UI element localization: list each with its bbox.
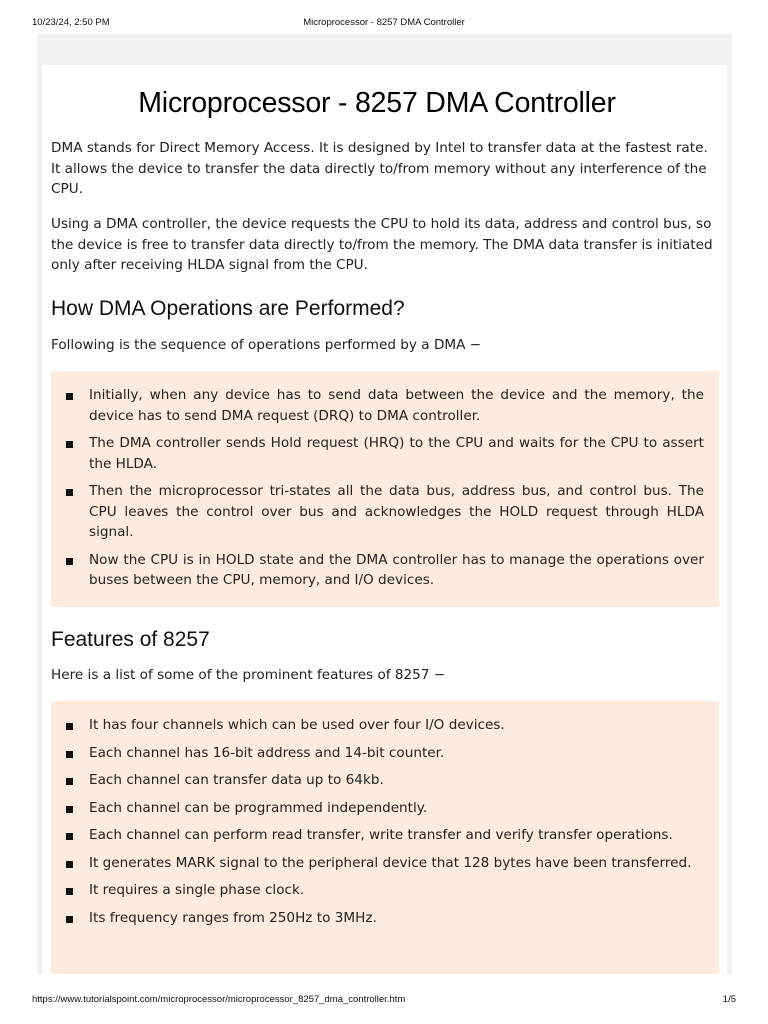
print-url: https://www.tutorialspoint.com/microprocessor/microprocessor_8257_dma_controller.htm <box>32 994 406 1005</box>
print-doc-title: Microprocessor - 8257 DMA Controller <box>303 17 465 28</box>
list-item: It generates MARK signal to the peripheral device that 128 bytes have been transferred. <box>51 853 719 874</box>
list-item: Its frequency ranges from 250Hz to 3MHz. <box>51 908 719 929</box>
section-heading-features: Features of 8257 <box>51 628 210 651</box>
dma-operations-list <box>51 371 719 607</box>
print-page-number: 1/5 <box>722 994 736 1005</box>
intro-paragraph-2: Using a DMA controller, the device requests the CPU to hold its data, address and control bus, so the device is free to transfer data directly to/from the memory. The DMA data transfer is initiated only after receiving HLDA signal from the CPU. <box>51 216 713 273</box>
section-lead-features: Here is a list of some of the prominent features of 8257 − <box>51 667 446 683</box>
section-heading-dma-operations: How DMA Operations are Performed? <box>51 297 405 320</box>
page-title: Microprocessor - 8257 DMA Controller <box>138 87 616 119</box>
print-footer <box>0 994 768 1008</box>
print-header <box>0 17 768 31</box>
page-frame <box>37 34 732 974</box>
article-content <box>42 65 727 974</box>
list-item: Now the CPU is in HOLD state and the DMA controller has to manage the operations over buses between the CPU, memory, and I/O devices. <box>51 550 719 591</box>
print-datetime: 10/23/24, 2:50 PM <box>32 17 110 28</box>
list-item: Then the microprocessor tri-states all the data bus, address bus, and control bus. The CPU leaves the control over bus and acknowledges the HOLD request through HLDA signal. <box>51 481 719 543</box>
list-item: Each channel can perform read transfer, write transfer and verify transfer operations. <box>51 825 719 846</box>
features-list <box>51 701 719 974</box>
list-item: Initially, when any device has to send data between the device and the memory, the device has to send DMA request (DRQ) to DMA controller. <box>51 385 719 426</box>
list-item: It has four channels which can be used over four I/O devices. <box>51 715 719 736</box>
list-item: Each channel can transfer data up to 64kb. <box>51 770 719 791</box>
list-item: Each channel can be programmed independently. <box>51 798 719 819</box>
list-item: The DMA controller sends Hold request (HRQ) to the CPU and waits for the CPU to assert the HLDA. <box>51 433 719 474</box>
section-lead-dma-operations: Following is the sequence of operations performed by a DMA − <box>51 337 482 353</box>
list-item: Each channel has 16-bit address and 14-bit counter. <box>51 743 719 764</box>
list-item: It requires a single phase clock. <box>51 880 719 901</box>
intro-paragraph-1: DMA stands for Direct Memory Access. It is designed by Intel to transfer data at the fastest rate. It allows the device to transfer the data directly to/from memory without any interference of the CPU. <box>51 140 708 197</box>
